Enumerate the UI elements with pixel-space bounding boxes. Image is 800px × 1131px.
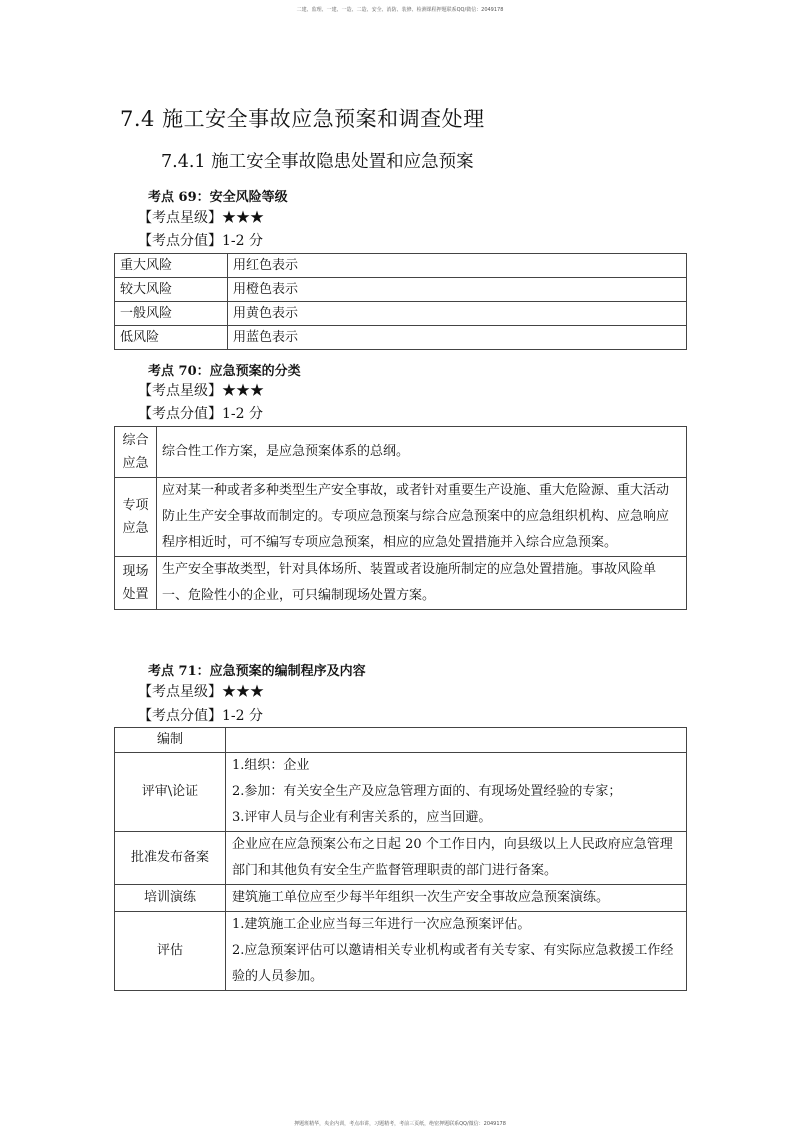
- subsection-title: 7.4.1 施工安全事故隐患处置和应急预案: [161, 152, 474, 172]
- point-70-stars: 【考点星级】★★★: [138, 383, 264, 399]
- procedure-content: 建筑施工单位应至少每半年组织一次生产安全事故应急预案演练。: [226, 885, 687, 912]
- table-row: [115, 753, 687, 832]
- risk-color: 用蓝色表示: [228, 326, 687, 350]
- plan-type-desc: 综合性工作方案，是应急预案体系的总纲。: [157, 427, 687, 478]
- procedure-label: 评估: [115, 912, 226, 991]
- table-row: [115, 302, 687, 326]
- plan-procedure-table: [114, 727, 687, 991]
- risk-label: 一般风险: [115, 302, 228, 326]
- content-line: 2.应急预案评估可以邀请相关专业机构或者有关专家、有实际应急救援工作经验的人员参加。: [232, 943, 674, 984]
- content-line: 2.参加：有关安全生产及应急管理方面的、有现场处置经验的专家；: [232, 784, 622, 799]
- table-row: [115, 832, 687, 885]
- procedure-label: 培训演练: [115, 885, 226, 912]
- label-line: 应急: [122, 521, 149, 536]
- table-row: [115, 326, 687, 350]
- plan-type-label: [115, 557, 157, 610]
- content-line: 1.建筑施工企业应当每三年进行一次应急预案评估。: [232, 917, 531, 932]
- procedure-label: 编制: [115, 728, 226, 753]
- procedure-content: [226, 912, 687, 991]
- point-69-score: 【考点分值】1-2 分: [138, 233, 263, 249]
- risk-label: 重大风险: [115, 254, 228, 278]
- label-line: 现场: [122, 564, 149, 579]
- risk-level-table: [114, 253, 687, 350]
- table-row: [115, 728, 687, 753]
- plan-type-label: [115, 478, 157, 557]
- risk-color: 用橙色表示: [228, 278, 687, 302]
- point-71-score: 【考点分值】1-2 分: [138, 708, 263, 724]
- risk-color: 用红色表示: [228, 254, 687, 278]
- risk-color: 用黄色表示: [228, 302, 687, 326]
- table-row: [115, 278, 687, 302]
- label-line: 应急: [122, 456, 149, 471]
- plan-type-desc: 应对某一种或者多种类型生产安全事故，或者针对重要生产设施、重大危险源、重大活动防止生产安全事故而制定的。专项应急预案与综合应急预案中的应急组织机构、应急响应程序相近时，可不编写专项应急预案，相应的应急处置措施并入综合应急预案。: [157, 478, 687, 557]
- footer-note: 押题班精华，央企内训，考点串讲，习题精考，考前三页纸，绝密押题联系QQ/微信：2049178: [294, 1121, 506, 1127]
- label-line: 综合: [122, 433, 149, 448]
- table-row: [115, 427, 687, 478]
- procedure-content: [226, 753, 687, 832]
- point-70-title: 考点 70：应急预案的分类: [148, 364, 301, 379]
- risk-label: 较大风险: [115, 278, 228, 302]
- point-69-title: 考点 69：安全风险等级: [148, 190, 288, 205]
- content-line: 3.评审人员与企业有利害关系的，应当回避。: [232, 810, 492, 825]
- risk-label: 低风险: [115, 326, 228, 350]
- table-row: [115, 557, 687, 610]
- header-note: 二建、监理、一建、一造、二造、安全、消防、装修、检测课程押题联系QQ/微信：2049178: [296, 7, 504, 13]
- plan-type-desc: 生产安全事故类型，针对具体场所、装置或者设施所制定的应急处置措施。事故风险单一、危险性小的企业，可只编制现场处置方案。: [157, 557, 687, 610]
- table-row: [115, 254, 687, 278]
- table-row: [115, 885, 687, 912]
- plan-classification-table: [114, 426, 687, 610]
- label-line: 处置: [122, 587, 149, 602]
- procedure-label: 评审\论证: [115, 753, 226, 832]
- point-71-title: 考点 71：应急预案的编制程序及内容: [148, 664, 366, 679]
- point-69-stars: 【考点星级】★★★: [138, 210, 264, 226]
- content-line: 1.组织：企业: [232, 758, 310, 773]
- procedure-content: 企业应在应急预案公布之日起 20 个工作日内，向县级以上人民政府应急管理部门和其他负有安全生产监督管理职责的部门进行备案。: [226, 832, 687, 885]
- table-row: [115, 912, 687, 991]
- point-71-stars: 【考点星级】★★★: [138, 684, 264, 700]
- point-70-score: 【考点分值】1-2 分: [138, 406, 263, 422]
- section-title: 7.4 施工安全事故应急预案和调查处理: [120, 107, 485, 131]
- procedure-content: [226, 728, 687, 753]
- plan-type-label: [115, 427, 157, 478]
- label-line: 专项: [122, 498, 149, 513]
- procedure-label: 批准发布备案: [115, 832, 226, 885]
